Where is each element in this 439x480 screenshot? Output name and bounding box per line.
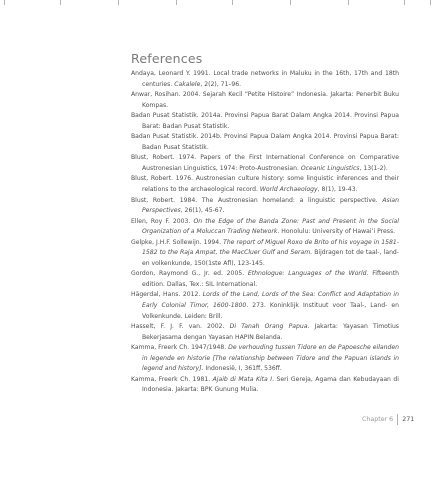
chapter-label: Chapter 6 (362, 416, 394, 423)
reference-entry (131, 69, 399, 90)
reference-text: Hasselt, F. J. F. van. 2002. (131, 323, 230, 331)
reference-text: . Honolulu: University of Hawai’i Press. (277, 228, 396, 236)
reference-entry (131, 90, 399, 111)
reference-text: Badan Pusat Statistik. 2014b. Provinsi Papua Dalam Angka 2014. Provinsi Papua Barat: Badan Pusat Statistik. (131, 133, 399, 151)
reference-title: De verhouding tussen Tidore en de Papoesche eilanden in legende en historie [The relationship between Tidore and the Papuan islands in legend and history] (142, 344, 399, 373)
reference-entry (131, 238, 399, 270)
crop-mark (290, 0, 291, 5)
footer-divider (397, 414, 398, 425)
reference-text: . Indonesië, I, 361ff, 536ff. (201, 365, 282, 373)
reference-title: Oceanic Linguistics (300, 164, 360, 172)
reference-title: The report of Miguel Roxo de Brito of his voyage in 1581-1582 to the Raja Ampat, the MacCluer Gulf and Seram (142, 238, 400, 257)
reference-text: . Seri Gereja, Agama dan Kebudayaan di Indonesia. Jakarta: BPK Gunung Mulia. (142, 375, 399, 394)
page-number: 271 (402, 416, 415, 423)
reference-text: Gelpke, J.H.F. Sollewijn. 1994. (131, 238, 224, 246)
reference-text: . Jakarta: Yayasan Timotius Bekerjasama dengan Yayasan HAPIN Belanda. (142, 323, 399, 341)
reference-text: Ellen, Roy F. 2003. (131, 217, 194, 225)
crop-mark (348, 0, 349, 5)
reference-entry (131, 111, 399, 132)
reference-text: , 26(1), 45-67. (180, 207, 225, 215)
reference-entry (131, 290, 399, 322)
reference-entry (131, 217, 399, 238)
reference-text: Blust, Robert. 1984. The Austronesian homeland: a linguistic perspective. (131, 196, 383, 204)
reference-text: . 273. Koninklijk Instituut voor Taal-, Land- en Volkenkunde. Leiden: Brill. (142, 302, 400, 320)
reference-list (131, 69, 399, 396)
reference-text: Anwar, Rosihan. 2004. Sejarah Kecil “Petite Histoire” Indonesia. Jakarta: Penerbit Buku Kompas. (131, 91, 399, 109)
crop-mark (404, 0, 405, 5)
reference-entry (131, 375, 399, 396)
reference-text: Kamma, Freerk Ch. 1947/1948. (131, 344, 229, 352)
reference-title: Di Tanah Orang Papua (229, 323, 308, 331)
crop-mark (232, 0, 233, 5)
reference-text: Hägerdal, Hans. 2012. (131, 291, 203, 299)
reference-title: Ethnologue: Languages of the World (247, 270, 367, 278)
crop-mark (176, 0, 177, 5)
reference-text: Andaya, Leonard Y. 1991. Local trade networks in Maluku in the 16th, 17th and 18th centuries. (131, 70, 399, 88)
reference-entry (131, 153, 399, 174)
reference-text: . Bijdragen tot de taal-, land-en volkenkunde, 150(1ste Afl), 123-145. (142, 249, 399, 267)
reference-text: Kamma, Freerk Ch. 1981. (131, 375, 213, 383)
crop-mark (60, 0, 61, 5)
reference-text: Blust, Robert. 1976. Austronesian culture history: some linguistic inferences and their relations to the archaeological record. (131, 175, 399, 194)
reference-title: On the Edge of the Banda Zone: Past and Present in the Social Organization of a Moluccan Trading Network (142, 217, 399, 236)
top-crop-marks (0, 0, 439, 5)
page-footer (362, 414, 414, 425)
reference-title: Lords of the Land, Lords of the Sea: Conflict and Adaptation in Early Colonial Timor, 1600-1800 (142, 291, 399, 310)
reference-text: Badan Pusat Statistik. 2014a. Provinsi Papua Barat Dalam Angka 2014. Provinsi Papua Barat: Badan Pusat Statistik. (131, 112, 399, 130)
crop-mark (4, 0, 5, 5)
reference-text: , 13(1-2). (359, 164, 388, 172)
reference-title: Ajaib di Mata Kita I (212, 375, 273, 383)
reference-entry (131, 132, 399, 153)
reference-entry (131, 174, 399, 195)
reference-entry (131, 343, 399, 375)
reference-entry (131, 196, 399, 217)
reference-text: Blust, Robert. 1974. Papers of the First International Conference on Comparative Austronesian Linguistics, 1974: Proto-Austronesian. (131, 154, 399, 172)
crop-mark (430, 0, 431, 5)
reference-text: . Fifteenth edition. Dallas, Tex.: SIL International. (142, 270, 399, 288)
reference-title: Cakalele (174, 80, 201, 88)
reference-entry (131, 269, 399, 290)
reference-title: World Archaeology (259, 186, 318, 194)
reference-entry (131, 322, 399, 343)
reference-title: Asian Perspectives (142, 196, 399, 215)
crop-mark (118, 0, 119, 5)
reference-text: , 2(2), 71–96. (200, 80, 242, 88)
reference-text: Gordon, Raymond G., Jr. ed. 2005. (131, 270, 248, 278)
section-heading: References (131, 51, 203, 66)
reference-text: , 8(1), 19-43. (317, 186, 358, 194)
